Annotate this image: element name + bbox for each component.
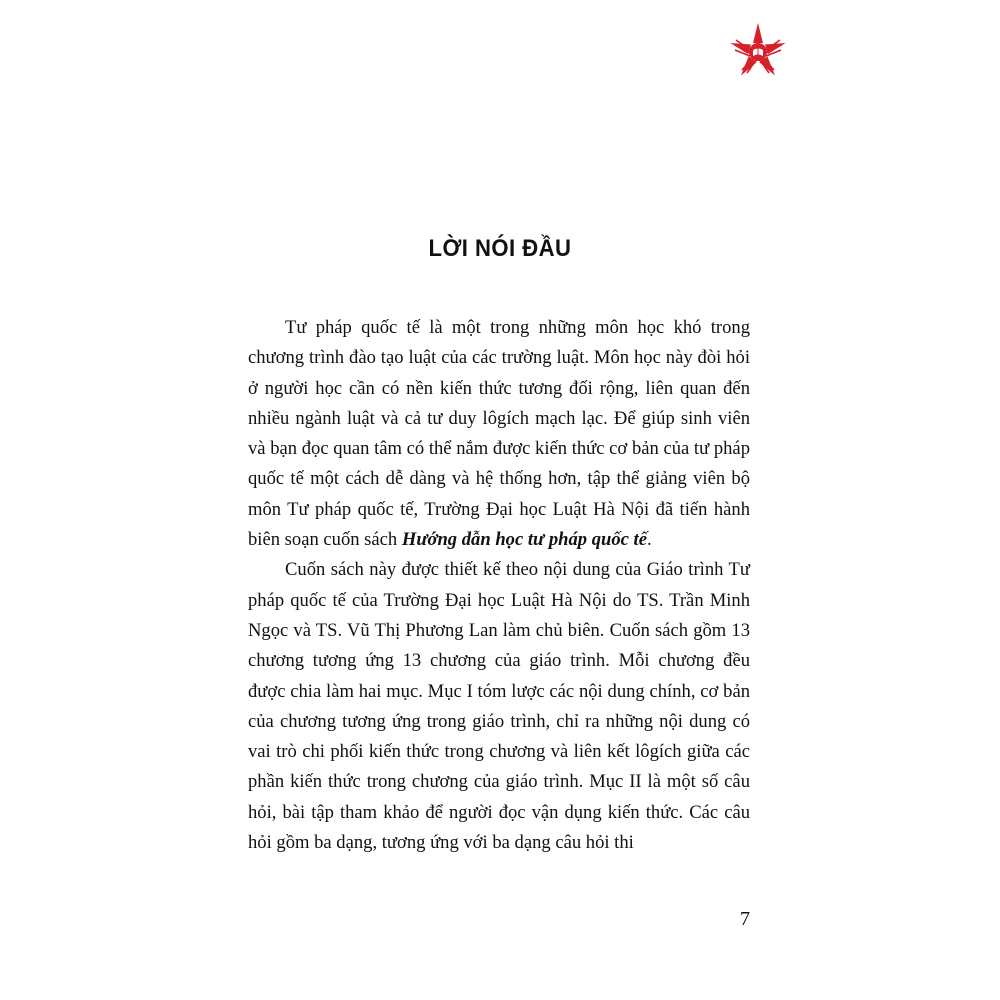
paragraph-text: Tư pháp quốc tế là một trong những môn học khó trong chương trình đào tạo luật của các trường luật. Môn học này đòi hỏi ở người học cần có nền kiến thức tương đối rộng, liên quan đến nhiều ngành luật và cả tư duy lôgích mạch lạc. Để giúp sinh viên và bạn đọc quan tâm có thể nắm được kiến thức cơ bản của tư pháp quốc tế một cách dễ dàng và hệ thống hơn, tập thể giảng viên bộ môn Tư pháp quốc tế, Trường Đại học Luật Hà Nội đã tiến hành biên soạn cuốn sách (248, 317, 750, 551)
red-star-book-logo-icon (728, 22, 788, 82)
paragraph-text-end: . (646, 529, 652, 551)
paragraph: Cuốn sách này được thiết kế theo nội dung của Giáo trình Tư pháp quốc tế của Trường Đại học Luật Hà Nội do TS. Trần Minh Ngọc và TS. Vũ Thị Phương Lan làm chủ biên. Cuốn sách gồm 13 chương tương ứng 13 chương của giáo trình. Mỗi chương đều được chia làm hai mục. Mục I tóm lược các nội dung chính, cơ bản của chương tương ứng trong giáo trình, chỉ ra những nội dung có vai trò chi phối kiến thức trong chương và liên kết lôgích giữa các phần kiến thức trong chương của giáo trình. Mục II là một số câu hỏi, bài tập tham khảo để người đọc vận dụng kiến thức. Các câu hỏi gồm ba dạng, tương ứng với ba dạng câu hỏi thi (248, 559, 750, 854)
body-text (248, 313, 750, 858)
paragraph (248, 313, 750, 555)
page-title: LỜI NÓI ĐẦU (428, 235, 572, 262)
book-title: Hướng dẫn học tư pháp quốc tế (401, 529, 647, 551)
page-number: 7 (740, 908, 750, 930)
